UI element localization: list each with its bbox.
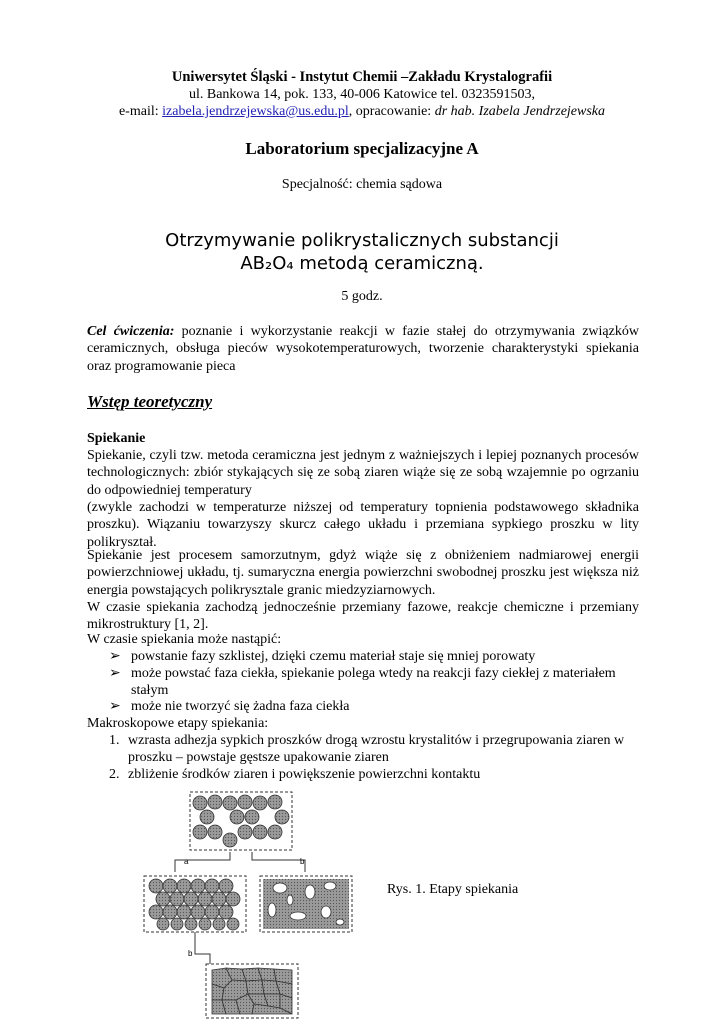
- step-number: 2.: [109, 767, 120, 782]
- paragraph-5: W czasie spiekania może nastąpić:: [87, 632, 282, 647]
- arrow-bullet-icon: ➢: [109, 649, 121, 664]
- loose-powder-panel: [190, 792, 292, 850]
- paragraph-1: Spiekanie, czyli tzw. metoda ceramiczna jest jednym z ważniejszych i lepiej poznanych procesów technologicznych: zbiór stykających się ze sobą ziaren wiąże się ze sobą wzajemnie po ogrzaniu do odpowiedniej temperatury: [87, 448, 639, 498]
- main-title-text: Otrzymywanie polikrystalicznych substancji AB₂O₄ metodą ceramiczną.: [165, 230, 559, 274]
- author-name: dr hab. Izabela Jendrzejewska: [434, 104, 606, 119]
- lab-title: Laboratorium specjalizacyjne A: [245, 139, 479, 158]
- address-line: ul. Bankowa 14, pok. 133, 40-006 Katowice tel. 0323591503,: [188, 87, 536, 102]
- label-b2: b: [188, 949, 193, 958]
- arrow-bullet-icon: ➢: [109, 666, 121, 681]
- figure-caption: Rys. 1. Etapy spiekania: [387, 882, 519, 897]
- paragraph-3: Spiekanie jest procesem samorzutnym, gdyż wiąże się z obniżeniem nadmiarowej energii powierzchniowej układu, tj. sumaryczna energia powierzchni swobodnej proszku jest większa niż energia powstających polikrysztale granic miedzyziarnowych.: [87, 548, 639, 598]
- paragraph-2: (zwykle zachodzi w temperaturze niższej od temperatury topnienia podstawowego składnika proszku). Wiązaniu towarzyszy skurcz całego układu i przemiana sypkiego proszku w lity polikryształ.: [87, 500, 639, 550]
- bullet-text: może nie tworzyć się żadna faza ciekła: [131, 699, 350, 714]
- prep-label: , opracowanie:: [348, 104, 435, 119]
- main-title: [0, 229, 724, 275]
- institution-header: Uniwersytet Śląski - Instytut Chemii –Zakładu Krystalografii: [171, 69, 553, 85]
- specialty-line: Specjalność: chemia sądowa: [281, 177, 443, 192]
- email-line: [0, 104, 724, 120]
- duration: 5 godz.: [341, 289, 383, 304]
- sintered-polycrystal-panel: [206, 964, 298, 1018]
- intro-heading: Wstęp teoretyczny: [87, 392, 213, 411]
- goal-label: Cel ćwiczenia:: [87, 324, 175, 339]
- section-heading: Spiekanie: [87, 431, 146, 446]
- liquid-phase-panel: [260, 876, 352, 932]
- step-text: wzrasta adhezja sypkich proszków drogą wzrostu krystalitów i przegrupowania ziaren w proszku – powstaje gęstsze upakowanie ziaren: [128, 733, 625, 766]
- step-number: 1.: [109, 733, 120, 748]
- sintering-figure: [140, 788, 365, 1022]
- step-text: zbliżenie środków ziaren i powiększenie powierzchni kontaktu: [128, 767, 481, 782]
- goal-paragraph: [87, 323, 639, 375]
- email-prefix: e-mail:: [118, 104, 163, 119]
- paragraph-6: Makroskopowe etapy spiekania:: [87, 716, 269, 731]
- bullet-text: może powstać faza ciekła, spiekanie polega wtedy na reakcji fazy ciekłej z materiałem stałym: [131, 666, 616, 699]
- bullet-item: [109, 665, 639, 700]
- bullet-text: powstanie fazy szklistej, dzięki czemu materiał staje się mniej porowaty: [131, 649, 536, 664]
- paragraph-4: W czasie spiekania zachodzą jednocześnie przemiany fazowe, reakcje chemiczne i przemiany mikrostruktury [1, 2].: [87, 600, 639, 633]
- arrow-bullet-icon: ➢: [109, 699, 121, 714]
- label-b: b: [300, 857, 305, 866]
- label-a: a: [184, 857, 189, 866]
- goal-text: poznanie i wykorzystanie reakcji w fazie stałej do otrzymywania związków ceramicznych, obsługa pieców wysokotemperaturowych, tworzenie charakterystyki spiekania oraz programowanie pieca: [87, 324, 639, 374]
- email-link[interactable]: izabela.jendrzejewska@us.edu.pl: [162, 104, 349, 119]
- dense-packing-panel: [144, 876, 246, 932]
